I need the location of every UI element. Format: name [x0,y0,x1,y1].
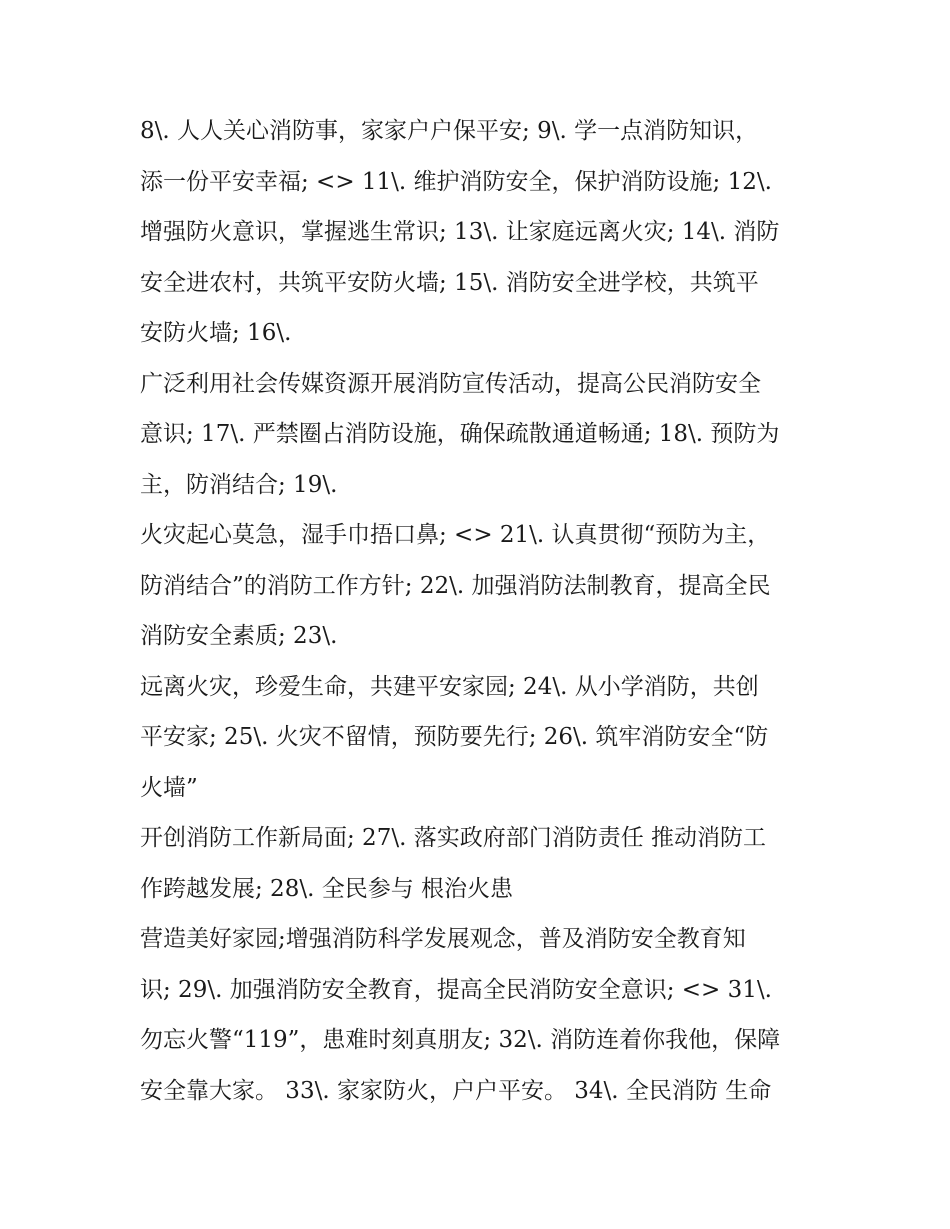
text-line: 开创消防工作新局面; 27\. 落实政府部门消防责任 推动消防工 [140,825,767,851]
text-line: 火墙” [140,774,198,801]
text-line: 8\. 人人关心消防事，家家户户保平安; 9\. 学一点消防知识， [140,118,759,144]
text-line: 添一份平安幸福; <> 11\. 维护消防安全，保护消防设施; 12\. [140,168,772,195]
text-line: 消防安全素质; 23\. [140,623,338,649]
text-line: 作跨越发展; 28\. 全民参与 根治火患 [140,875,514,902]
text-line: 安防火墙; 16\. [140,320,292,346]
text-line: 防消结合”的消防工作方针; 22\. 加强消防法制教育，提高全民 [140,572,771,599]
document-body [140,106,820,1116]
text-line: 广泛利用社会传媒资源开展消防宣传活动，提高公民消防安全 [140,370,761,397]
text-line: 主，防消结合; 19\. [140,471,338,498]
text-line: 安全进农村，共筑平安防火墙; 15\. 消防安全进学校，共筑平 [140,269,759,296]
text-line: 营造美好家园;增强消防科学发展观念，普及消防安全教育知 [140,926,746,952]
text-line: 平安家; 25\. 火灾不留情，预防要先行; 26\. 筑牢消防安全“防 [140,724,769,750]
text-line: 意识; 17\. 严禁圈占消防设施，确保疏散通道畅通; 18\. 预防为 [140,421,780,447]
text-line: 火灾起心莫急，湿手巾捂口鼻; <> 21\. 认真贯彻“预防为主， [140,522,771,548]
text-line: 安全靠大家。 33\. 家家防火，户户平安。 34\. 全民消防 生命 [140,1077,772,1104]
text-line: 远离火灾，珍爱生命，共建平安家园; 24\. 从小学消防，共创 [140,673,759,700]
text-line: 勿忘火警“119”，患难时刻真朋友; 32\. 消防连着你我他，保障 [140,1027,781,1053]
text-line: 识; 29\. 加强消防安全教育，提高全民消防安全意识; <> 31\. [140,976,772,1003]
text-line: 增强防火意识，掌握逃生常识; 13\. 让家庭远离火灾; 14\. 消防 [140,219,780,245]
